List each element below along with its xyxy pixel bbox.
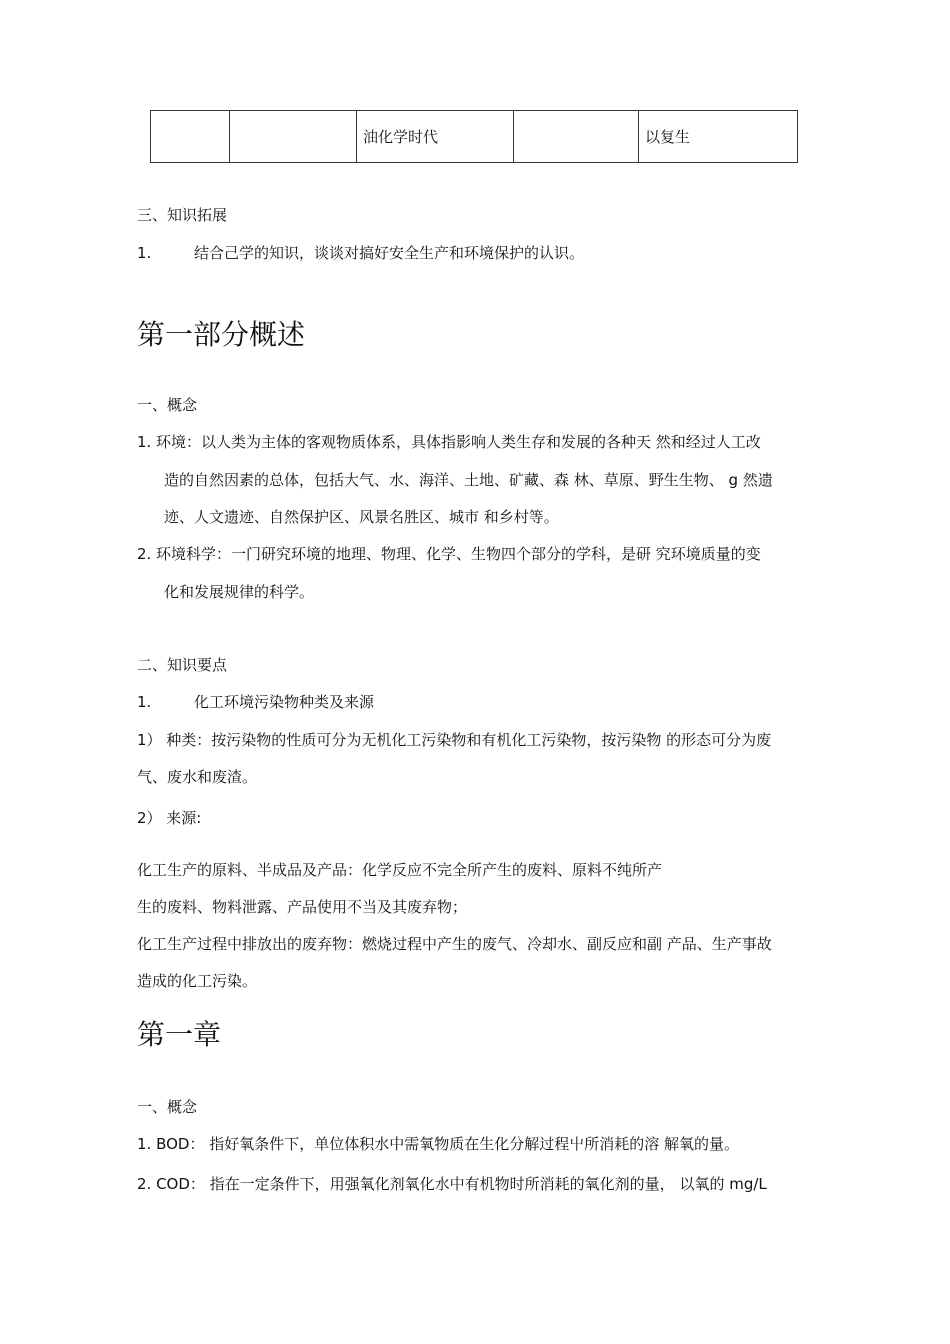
item-text-continued: 化和发展规律的科学。: [164, 583, 315, 601]
table-cell: 油化学时代: [357, 111, 514, 163]
table-cell: [230, 111, 357, 163]
item-text: 环境：以人类为主体的客观物质体系，具体指影响人类生存和发展的各种天 然和经过人工改: [156, 433, 761, 451]
item-number: 2.: [137, 545, 152, 563]
item-number: 1.: [137, 433, 152, 451]
table-row: [151, 111, 798, 163]
paragraph-line: 2. COD： 指在一定条件下，用强氧化剂氧化水中有机物时所消耗的氧化剂的量， 以氧的 mg/L: [137, 1175, 767, 1193]
item-text: 环境科学：一门研究环境的地理、物理、化学、生物四个部分的学科，是研 究环境质量的变: [156, 545, 761, 563]
part-heading: 第一部分概述: [137, 318, 306, 351]
table-cell: [514, 111, 639, 163]
paragraph-line: 化工生产过程中排放出的废弃物：燃烧过程中产生的废气、冷却水、副反应和副 产品、生产事故: [137, 935, 772, 953]
concept-title: 一、概念: [137, 396, 198, 414]
continuation-table: [150, 110, 798, 163]
list-item: [137, 432, 761, 452]
paragraph-line: 1） 种类：按污染物的性质可分为无机化工污染物和有机化工污染物，按污染物 的形态可分为废: [137, 731, 772, 749]
concept-title: 一、概念: [137, 1098, 198, 1116]
item-text: 结合己学的知识，谈谈对搞好安全生产和环境保护的认识。: [194, 244, 585, 262]
item-text-continued: 迹、人文遗迹、自然保护区、风景名胜区、城市 和乡村等。: [164, 508, 559, 526]
item-text-continued: 造的自然因素的总体，包括大气、水、海洋、土地、矿藏、森 林、草原、野生生物、 g 然遗: [164, 471, 773, 489]
section-title-extension: 三、知识拓展: [137, 206, 228, 224]
paragraph-line: 生的废料、物料泄露、产品使用不当及其废弃物；: [137, 898, 468, 916]
paragraph-line: 气、废水和废渣。: [137, 768, 258, 786]
table-cell: [151, 111, 230, 163]
list-item: [137, 692, 374, 712]
paragraph-line: 1. BOD： 指好氧条件下，单位体积水中需氧物质在生化分解过程屮所消耗的溶 解氧的量。: [137, 1135, 740, 1153]
list-item: [137, 544, 761, 564]
list-item: [137, 243, 584, 263]
source-label: 2） 来源:: [137, 809, 202, 827]
item-number: 1.: [137, 244, 152, 262]
points-title: 二、知识要点: [137, 656, 228, 674]
item-number: 1.: [137, 693, 152, 711]
item-text: 化工环境污染物种类及来源: [194, 693, 375, 711]
paragraph-line: 造成的化工污染。: [137, 972, 258, 990]
table-cell: 以复生: [639, 111, 798, 163]
chapter-heading: 第一章: [137, 1018, 222, 1051]
paragraph-line: 化工生产的原料、半成品及产品：化学反应不完全所产生的废料、原料不纯所产: [137, 861, 663, 879]
